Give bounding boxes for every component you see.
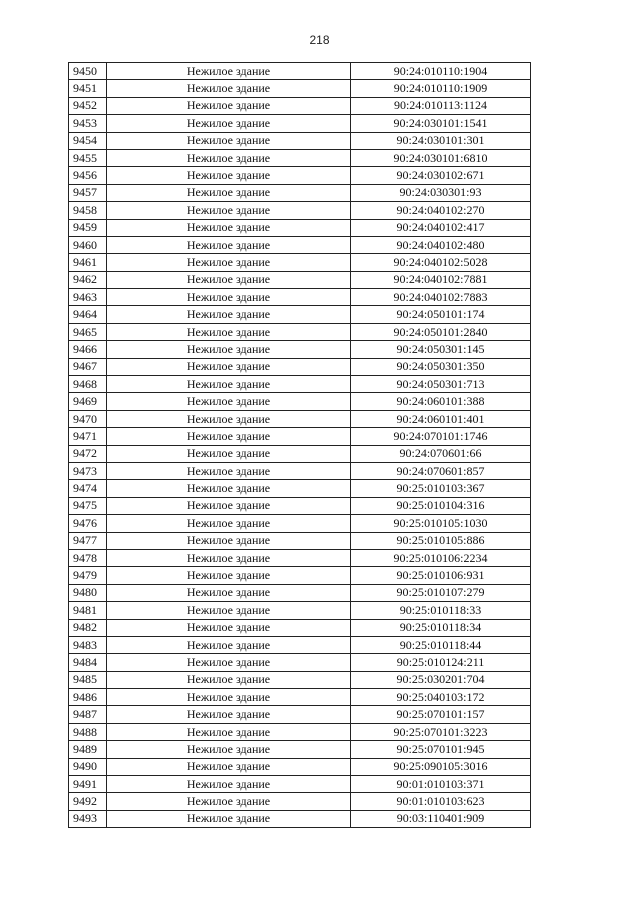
table-row	[69, 532, 531, 549]
cadastral-number: 90:24:040102:417	[351, 219, 531, 236]
table-row	[69, 567, 531, 584]
row-number: 9466	[69, 341, 107, 358]
cadastral-number: 90:24:060101:401	[351, 410, 531, 427]
table-row	[69, 376, 531, 393]
row-number: 9464	[69, 306, 107, 323]
row-number: 9465	[69, 323, 107, 340]
cadastral-number: 90:25:010118:33	[351, 602, 531, 619]
cadastral-number: 90:24:050301:350	[351, 358, 531, 375]
object-type: Нежилое здание	[107, 619, 351, 636]
row-number: 9453	[69, 115, 107, 132]
row-number: 9477	[69, 532, 107, 549]
row-number: 9476	[69, 515, 107, 532]
table-row	[69, 202, 531, 219]
object-type: Нежилое здание	[107, 602, 351, 619]
table-row	[69, 654, 531, 671]
cadastral-number: 90:25:010105:886	[351, 532, 531, 549]
table-row	[69, 115, 531, 132]
object-type: Нежилое здание	[107, 532, 351, 549]
table-row	[69, 497, 531, 514]
row-number: 9482	[69, 619, 107, 636]
object-type: Нежилое здание	[107, 497, 351, 514]
row-number: 9462	[69, 271, 107, 288]
table-row	[69, 393, 531, 410]
row-number: 9454	[69, 132, 107, 149]
row-number: 9458	[69, 202, 107, 219]
object-type: Нежилое здание	[107, 654, 351, 671]
table-row	[69, 306, 531, 323]
table-row	[69, 97, 531, 114]
table-row	[69, 271, 531, 288]
object-type: Нежилое здание	[107, 115, 351, 132]
row-number: 9471	[69, 428, 107, 445]
cadastral-number: 90:24:070601:857	[351, 462, 531, 479]
object-type: Нежилое здание	[107, 306, 351, 323]
table-row	[69, 149, 531, 166]
table-row	[69, 758, 531, 775]
table-row	[69, 793, 531, 810]
table-row	[69, 671, 531, 688]
object-type: Нежилое здание	[107, 810, 351, 827]
cadastral-number: 90:24:010113:1124	[351, 97, 531, 114]
row-number: 9490	[69, 758, 107, 775]
cadastral-number: 90:25:030201:704	[351, 671, 531, 688]
row-number: 9459	[69, 219, 107, 236]
object-type: Нежилое здание	[107, 480, 351, 497]
row-number: 9486	[69, 689, 107, 706]
table-row	[69, 776, 531, 793]
row-number: 9481	[69, 602, 107, 619]
row-number: 9475	[69, 497, 107, 514]
cadastral-number: 90:24:030301:93	[351, 184, 531, 201]
cadastral-number: 90:25:010118:44	[351, 636, 531, 653]
object-type: Нежилое здание	[107, 149, 351, 166]
row-number: 9484	[69, 654, 107, 671]
object-type: Нежилое здание	[107, 289, 351, 306]
row-number: 9467	[69, 358, 107, 375]
table-row	[69, 602, 531, 619]
row-number: 9469	[69, 393, 107, 410]
row-number: 9456	[69, 167, 107, 184]
table-row	[69, 219, 531, 236]
row-number: 9479	[69, 567, 107, 584]
row-number: 9460	[69, 236, 107, 253]
cadastral-number: 90:24:050301:713	[351, 376, 531, 393]
object-type: Нежилое здание	[107, 776, 351, 793]
table-row	[69, 462, 531, 479]
table-row	[69, 80, 531, 97]
cadastral-number: 90:24:040102:480	[351, 236, 531, 253]
table-row	[69, 410, 531, 427]
row-number: 9488	[69, 723, 107, 740]
object-type: Нежилое здание	[107, 706, 351, 723]
object-type: Нежилое здание	[107, 741, 351, 758]
row-number: 9493	[69, 810, 107, 827]
cadastral-number: 90:24:040102:7881	[351, 271, 531, 288]
object-type: Нежилое здание	[107, 393, 351, 410]
cadastral-number: 90:24:040102:7883	[351, 289, 531, 306]
cadastral-number: 90:25:010105:1030	[351, 515, 531, 532]
table-row	[69, 480, 531, 497]
cadastral-number: 90:25:010106:931	[351, 567, 531, 584]
row-number: 9492	[69, 793, 107, 810]
cadastral-number: 90:24:030102:671	[351, 167, 531, 184]
table-row	[69, 254, 531, 271]
object-type: Нежилое здание	[107, 723, 351, 740]
object-type: Нежилое здание	[107, 515, 351, 532]
page-number: 218	[309, 33, 330, 47]
object-type: Нежилое здание	[107, 671, 351, 688]
cadastral-number: 90:25:070101:157	[351, 706, 531, 723]
cadastral-number: 90:24:040102:5028	[351, 254, 531, 271]
cadastral-number: 90:24:030101:6810	[351, 149, 531, 166]
object-type: Нежилое здание	[107, 80, 351, 97]
cadastral-number: 90:25:070101:945	[351, 741, 531, 758]
row-number: 9483	[69, 636, 107, 653]
cadastral-number: 90:25:010106:2234	[351, 549, 531, 566]
cadastral-number: 90:25:010118:34	[351, 619, 531, 636]
object-type: Нежилое здание	[107, 254, 351, 271]
row-number: 9463	[69, 289, 107, 306]
table-row	[69, 549, 531, 566]
object-type: Нежилое здание	[107, 323, 351, 340]
object-type: Нежилое здание	[107, 63, 351, 80]
registry-table-body	[69, 63, 531, 828]
row-number: 9455	[69, 149, 107, 166]
cadastral-number: 90:24:010110:1904	[351, 63, 531, 80]
row-number: 9472	[69, 445, 107, 462]
table-row	[69, 723, 531, 740]
row-number: 9452	[69, 97, 107, 114]
cadastral-number: 90:24:060101:388	[351, 393, 531, 410]
object-type: Нежилое здание	[107, 219, 351, 236]
row-number: 9491	[69, 776, 107, 793]
cadastral-number: 90:25:010104:316	[351, 497, 531, 514]
object-type: Нежилое здание	[107, 132, 351, 149]
cadastral-number: 90:24:070601:66	[351, 445, 531, 462]
cadastral-number: 90:25:010103:367	[351, 480, 531, 497]
cadastral-number: 90:25:090105:3016	[351, 758, 531, 775]
row-number: 9487	[69, 706, 107, 723]
table-row	[69, 132, 531, 149]
table-row	[69, 236, 531, 253]
table-row	[69, 584, 531, 601]
cadastral-number: 90:24:030101:301	[351, 132, 531, 149]
table-row	[69, 341, 531, 358]
object-type: Нежилое здание	[107, 636, 351, 653]
cadastral-number: 90:24:050101:2840	[351, 323, 531, 340]
object-type: Нежилое здание	[107, 758, 351, 775]
object-type: Нежилое здание	[107, 428, 351, 445]
table-row	[69, 636, 531, 653]
cadastral-number: 90:25:070101:3223	[351, 723, 531, 740]
table-row	[69, 445, 531, 462]
row-number: 9474	[69, 480, 107, 497]
row-number: 9478	[69, 549, 107, 566]
object-type: Нежилое здание	[107, 584, 351, 601]
table-row	[69, 428, 531, 445]
table-row	[69, 358, 531, 375]
cadastral-number: 90:24:050101:174	[351, 306, 531, 323]
object-type: Нежилое здание	[107, 445, 351, 462]
cadastral-number: 90:24:010110:1909	[351, 80, 531, 97]
object-type: Нежилое здание	[107, 167, 351, 184]
row-number: 9485	[69, 671, 107, 688]
object-type: Нежилое здание	[107, 341, 351, 358]
object-type: Нежилое здание	[107, 184, 351, 201]
cadastral-number: 90:25:040103:172	[351, 689, 531, 706]
table-row	[69, 706, 531, 723]
table-row	[69, 619, 531, 636]
object-type: Нежилое здание	[107, 271, 351, 288]
object-type: Нежилое здание	[107, 358, 351, 375]
object-type: Нежилое здание	[107, 689, 351, 706]
cadastral-number: 90:24:040102:270	[351, 202, 531, 219]
table-row	[69, 323, 531, 340]
object-type: Нежилое здание	[107, 376, 351, 393]
object-type: Нежилое здание	[107, 567, 351, 584]
row-number: 9473	[69, 462, 107, 479]
object-type: Нежилое здание	[107, 793, 351, 810]
table-row	[69, 810, 531, 827]
object-type: Нежилое здание	[107, 410, 351, 427]
cadastral-number: 90:25:010107:279	[351, 584, 531, 601]
object-type: Нежилое здание	[107, 202, 351, 219]
cadastral-number: 90:24:070101:1746	[351, 428, 531, 445]
row-number: 9450	[69, 63, 107, 80]
object-type: Нежилое здание	[107, 97, 351, 114]
cadastral-number: 90:24:030101:1541	[351, 115, 531, 132]
object-type: Нежилое здание	[107, 549, 351, 566]
row-number: 9489	[69, 741, 107, 758]
row-number: 9468	[69, 376, 107, 393]
row-number: 9480	[69, 584, 107, 601]
row-number: 9470	[69, 410, 107, 427]
object-type: Нежилое здание	[107, 236, 351, 253]
table-row	[69, 515, 531, 532]
cadastral-number: 90:01:010103:371	[351, 776, 531, 793]
table-row	[69, 741, 531, 758]
table-row	[69, 184, 531, 201]
object-type: Нежилое здание	[107, 462, 351, 479]
table-row	[69, 63, 531, 80]
row-number: 9457	[69, 184, 107, 201]
table-row	[69, 689, 531, 706]
cadastral-number: 90:24:050301:145	[351, 341, 531, 358]
table-row	[69, 167, 531, 184]
row-number: 9461	[69, 254, 107, 271]
cadastral-number: 90:01:010103:623	[351, 793, 531, 810]
cadastral-number: 90:03:110401:909	[351, 810, 531, 827]
cadastral-number: 90:25:010124:211	[351, 654, 531, 671]
row-number: 9451	[69, 80, 107, 97]
table-row	[69, 289, 531, 306]
registry-table	[68, 62, 531, 828]
